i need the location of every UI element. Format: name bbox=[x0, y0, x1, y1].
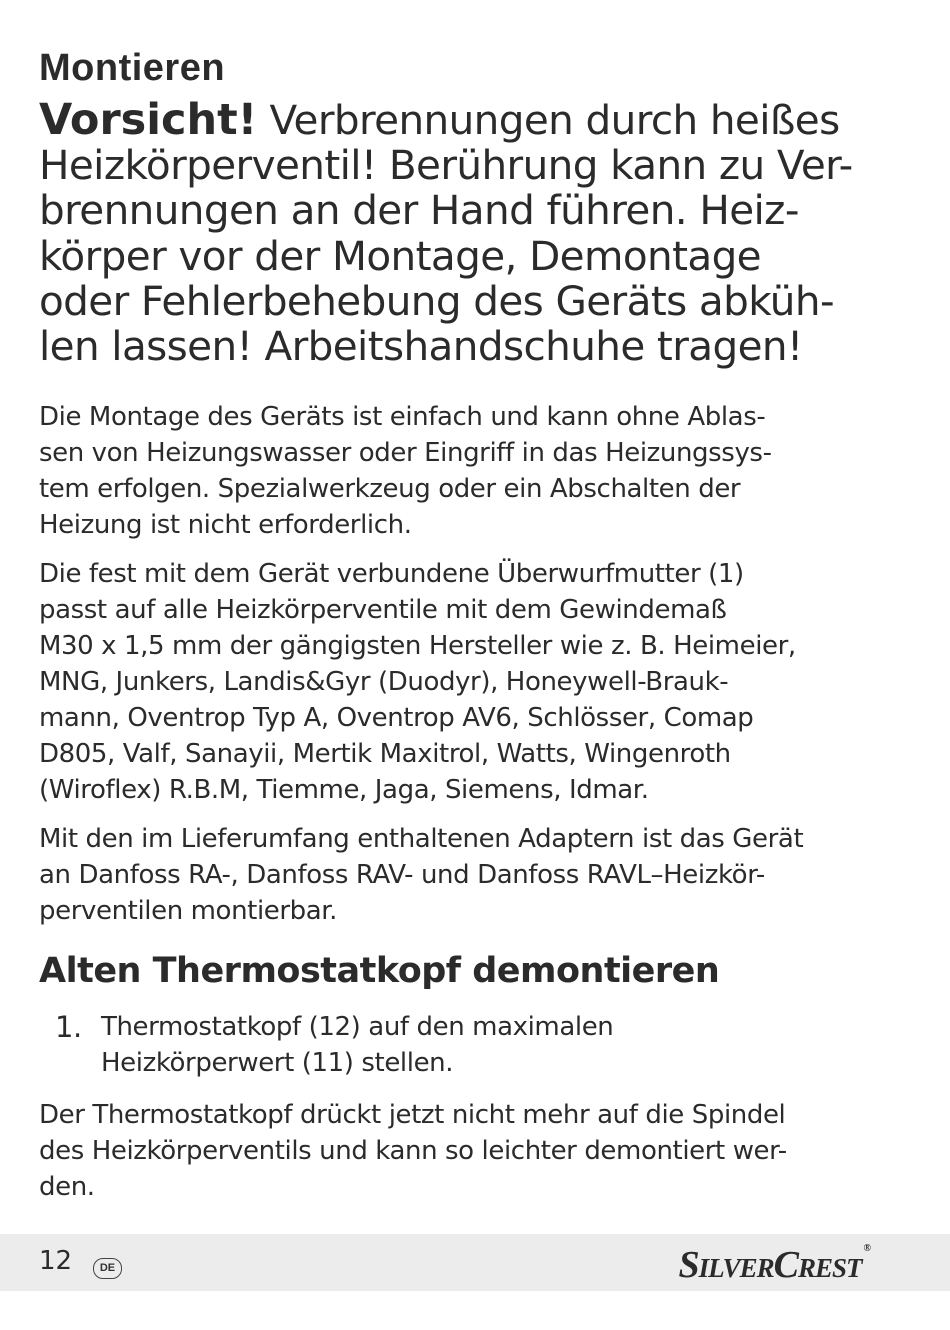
paragraph-compatible-valves bbox=[39, 556, 889, 808]
paragraph-installation-intro bbox=[39, 399, 889, 543]
text-line: den. bbox=[39, 1172, 95, 1203]
text-line: Die Montage des Geräts ist einfach und kann ohne Ablas- bbox=[39, 402, 766, 433]
warning-line: brennungen an der Hand führen. Heiz- bbox=[39, 186, 799, 235]
text-line: an Danfoss RA-, Danfoss RAV- und Danfoss RAVL–Heizkör- bbox=[39, 860, 765, 891]
text-line: perventilen montierbar. bbox=[39, 896, 338, 927]
paragraph-closing bbox=[39, 1097, 889, 1205]
text-line: Die fest mit dem Gerät verbundene Überwurfmutter (1) bbox=[39, 559, 744, 590]
warning-line: len lassen! Arbeitshandschuhe tragen! bbox=[39, 322, 803, 371]
step-text-line: Heizkörperwert (11) stellen. bbox=[101, 1048, 454, 1079]
brand-letter: S bbox=[678, 1244, 699, 1286]
text-line: des Heizkörperventils und kann so leichter demontiert wer- bbox=[39, 1136, 787, 1167]
page-content bbox=[39, 44, 889, 1205]
warning-line: Heizkörperventil! Berührung kann zu Ver- bbox=[39, 141, 853, 190]
step-number: 1. bbox=[55, 1010, 82, 1045]
page-footer bbox=[0, 1234, 950, 1291]
step-item bbox=[39, 1009, 889, 1081]
text-line: Der Thermostatkopf drückt jetzt nicht mehr auf die Spindel bbox=[39, 1100, 786, 1131]
text-line: Mit den im Lieferumfang enthaltenen Adaptern ist das Gerät bbox=[39, 824, 804, 855]
text-line: sen von Heizungswasser oder Eingriff in das Heizungssys- bbox=[39, 438, 772, 469]
paragraph-adapters bbox=[39, 821, 889, 929]
warning-line: körper vor der Montage, Demontage bbox=[39, 231, 761, 280]
text-line: M30 x 1,5 mm der gängigsten Hersteller wie z. B. Heimeier, bbox=[39, 631, 796, 662]
section-title: Montieren bbox=[39, 47, 226, 89]
text-line: D805, Valf, Sanayii, Mertik Maxitrol, Watts, Wingenroth bbox=[39, 739, 731, 770]
text-line: passt auf alle Heizkörperventile mit dem Gewindemaß bbox=[39, 595, 727, 626]
language-badge: DE bbox=[93, 1258, 122, 1279]
step-text-line: Thermostatkopf (12) auf den maximalen bbox=[101, 1012, 614, 1043]
registered-mark: ® bbox=[863, 1243, 870, 1254]
warning-line bbox=[39, 95, 889, 145]
text-line: mann, Oventrop Typ A, Oventrop AV6, Schlösser, Comap bbox=[39, 703, 754, 734]
warning-text: Verbrennungen durch heißes bbox=[257, 96, 840, 144]
warning-keyword: Vorsicht! bbox=[39, 95, 258, 145]
text-line: tem erfolgen. Spezialwerkzeug oder ein Abschalten der bbox=[39, 474, 741, 505]
text-line: (Wiroflex) R.B.M, Tiemme, Jaga, Siemens, Idmar. bbox=[39, 775, 649, 806]
warning-block bbox=[39, 95, 889, 371]
text-line: Heizung ist nicht erforderlich. bbox=[39, 510, 412, 541]
page-number: 12 bbox=[39, 1246, 73, 1276]
brand-letters: ILVER bbox=[698, 1253, 774, 1283]
warning-line: oder Fehlerbehebung des Geräts abküh- bbox=[39, 276, 834, 325]
brand-logo bbox=[678, 1243, 870, 1287]
subheading: Alten Thermostatkopf demontieren bbox=[39, 951, 720, 992]
text-line: MNG, Junkers, Landis&Gyr (Duodyr), Honeywell-Brauk- bbox=[39, 667, 729, 698]
brand-letter: C bbox=[773, 1244, 798, 1286]
brand-letters: REST bbox=[797, 1253, 862, 1283]
